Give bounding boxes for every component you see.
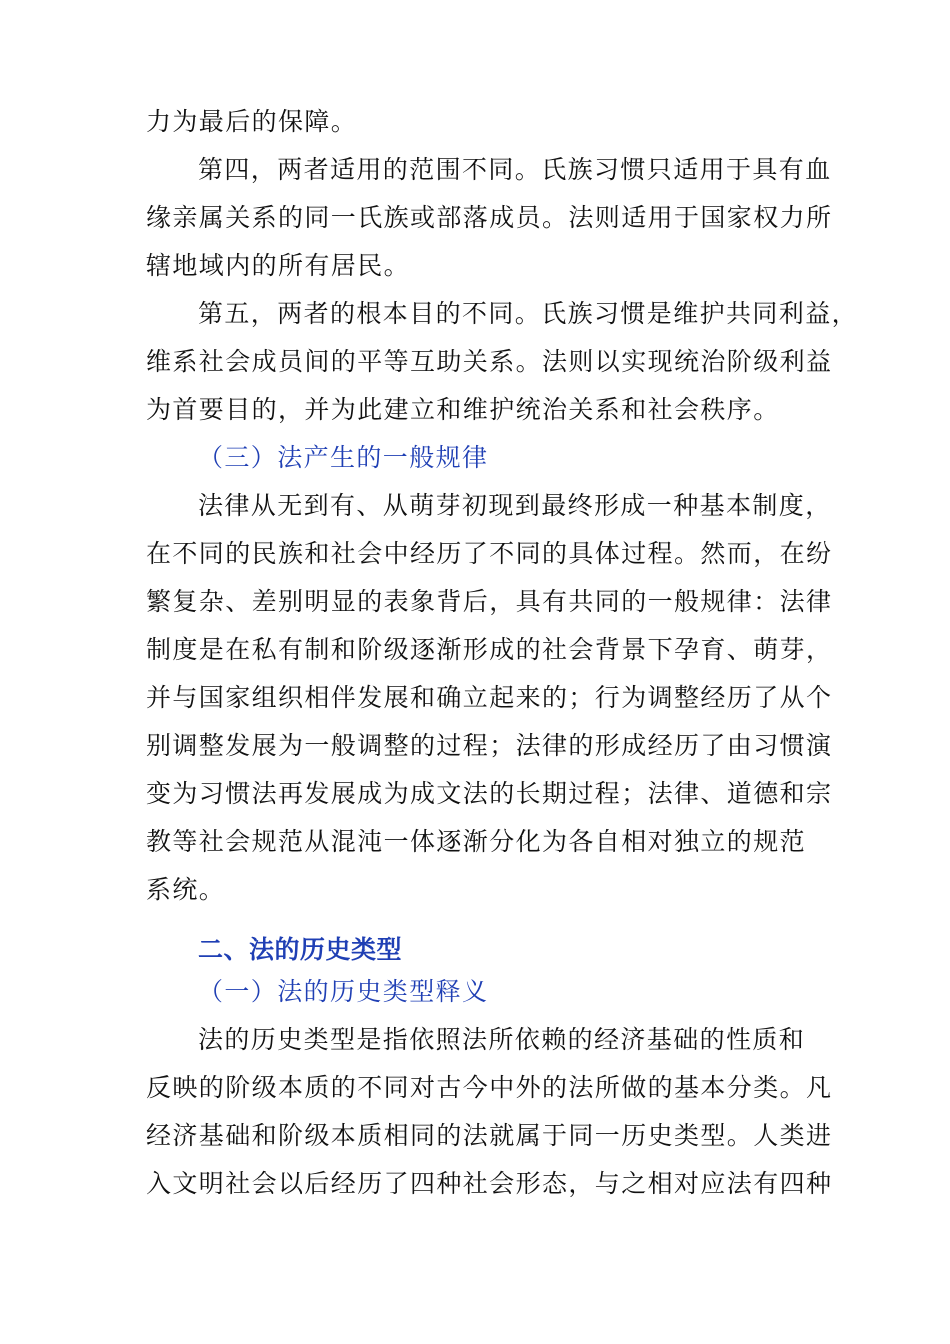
text-line: 变为习惯法再发展成为成文法的长期过程；法律、道德和宗 bbox=[146, 779, 833, 808]
text-line: 制度是在私有制和阶级逐渐形成的社会背景下孕育、萌芽， bbox=[146, 635, 833, 664]
text-line: 法的历史类型是指依照法所依赖的经济基础的性质和 bbox=[198, 1025, 806, 1054]
text-line: 法律从无到有、从萌芽初现到最终形成一种基本制度， bbox=[198, 491, 832, 520]
text-line: 反映的阶级本质的不同对古今中外的法所做的基本分类。凡 bbox=[146, 1073, 833, 1102]
section-heading: （三）法产生的一般规律 bbox=[198, 443, 489, 472]
text-line: 系统。 bbox=[146, 875, 226, 904]
text-line: 教等社会规范从混沌一体逐渐分化为各自相对独立的规范 bbox=[146, 827, 807, 856]
text-line: 缘亲属关系的同一氏族或部落成员。法则适用于国家权力所 bbox=[146, 203, 833, 232]
text-line: 第五，两者的根本目的不同。氏族习惯是维护共同利益， bbox=[198, 299, 859, 328]
text-line: 在不同的民族和社会中经历了不同的具体过程。然而，在纷 bbox=[146, 539, 833, 568]
text-line: 并与国家组织相伴发展和确立起来的；行为调整经历了从个 bbox=[146, 683, 833, 712]
text-line: 经济基础和阶级本质相同的法就属于同一历史类型。人类进 bbox=[146, 1121, 833, 1150]
document-page bbox=[146, 98, 859, 1208]
section-heading: （一）法的历史类型释义 bbox=[198, 977, 489, 1006]
text-line: 别调整发展为一般调整的过程；法律的形成经历了由习惯演 bbox=[146, 731, 833, 760]
text-line: 为首要目的，并为此建立和维护统治关系和社会秩序。 bbox=[146, 395, 780, 424]
text-line: 第四，两者适用的范围不同。氏族习惯只适用于具有血 bbox=[198, 155, 832, 184]
text-line: 力为最后的保障。 bbox=[146, 107, 358, 136]
chapter-heading: 二、法的历史类型 bbox=[198, 935, 403, 964]
text-line: 入文明社会以后经历了四种社会形态，与之相对应法有四种 bbox=[146, 1169, 833, 1198]
text-line: 辖地域内的所有居民。 bbox=[146, 251, 411, 280]
text-line: 繁复杂、差别明显的表象背后，具有共同的一般规律：法律 bbox=[146, 587, 833, 616]
text-line: 维系社会成员间的平等互助关系。法则以实现统治阶级利益 bbox=[146, 347, 833, 376]
